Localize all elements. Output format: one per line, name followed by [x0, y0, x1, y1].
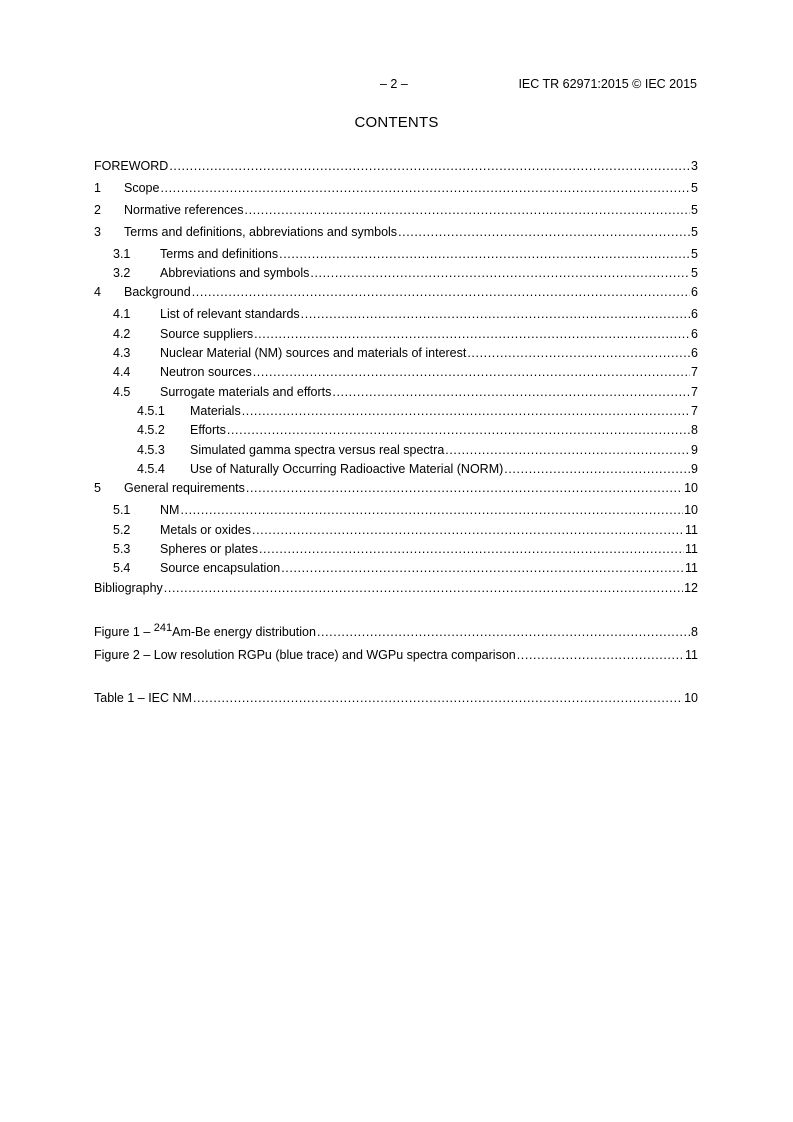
dot-leader: [467, 345, 690, 361]
toc-entry-4-5-1[interactable]: [137, 403, 698, 419]
dot-leader: [192, 284, 690, 300]
toc-entry-page: 9: [691, 443, 698, 457]
dot-leader: [193, 690, 683, 706]
toc-entry-label: Terms and definitions: [160, 247, 279, 261]
toc-entry-label: Neutron sources: [160, 365, 252, 379]
dot-leader: [245, 202, 691, 218]
toc-entry-number: 5.2: [113, 523, 131, 537]
toc-entry-label: Nuclear Material (NM) sources and materials of interest: [160, 346, 467, 360]
toc-entry-page: 11: [685, 523, 698, 537]
dot-leader: [180, 502, 683, 518]
toc-entry-number: 5.3: [113, 542, 131, 556]
toc-entry-label: Simulated gamma spectra versus real spectra: [190, 443, 445, 457]
toc-entry-page: 7: [691, 385, 698, 399]
toc-entry-label: Scope: [124, 181, 160, 195]
toc-entry-label: Efforts: [190, 423, 226, 437]
toc-entry-label: Normative references: [124, 203, 244, 217]
toc-entry-page: 6: [691, 285, 698, 299]
toc-entry-number: 4.5.2: [137, 423, 165, 437]
toc-entry-number: 4.5.3: [137, 443, 165, 457]
toc-entry-page: 6: [691, 307, 698, 321]
figure-entry-page: 8: [691, 625, 698, 639]
toc-entry-4-5[interactable]: [113, 384, 698, 400]
figure-entry-text: Am-Be energy distribution: [172, 625, 316, 639]
toc-entry-label: Abbreviations and symbols: [160, 266, 310, 280]
toc-entry-4-4[interactable]: [113, 364, 698, 380]
toc-entry-label: General requirements: [124, 481, 245, 495]
toc-entry-3-2[interactable]: [113, 265, 698, 281]
toc-entry-label: Metals or oxides: [160, 523, 252, 537]
dot-leader: [310, 265, 690, 281]
toc-entry-number: 4.4: [113, 365, 131, 379]
toc-entry-5-3[interactable]: [113, 541, 698, 557]
toc-entry-label: FOREWORD: [94, 159, 169, 173]
figure-entry-superscript: 241: [153, 622, 173, 634]
toc-entry-page: 5: [691, 247, 698, 261]
toc-entry-number: 4.3: [113, 346, 131, 360]
contents-title: CONTENTS: [354, 114, 439, 131]
toc-entry-page: 11: [685, 561, 698, 575]
toc-entry-number: 4.1: [113, 307, 131, 321]
toc-entry-label: Spheres or plates: [160, 542, 258, 556]
toc-entry-page: 3: [691, 159, 698, 173]
toc-entry-number: 4.5.4: [137, 462, 165, 476]
dot-leader: [317, 624, 690, 640]
table-entry-page: 10: [684, 691, 698, 705]
toc-entry-5-4[interactable]: [113, 560, 698, 576]
toc-entry-foreword[interactable]: [94, 158, 698, 174]
dot-leader: [160, 180, 690, 196]
toc-entry-label: Bibliography: [94, 581, 163, 595]
toc-entry-label: Source suppliers: [160, 327, 254, 341]
figure-entry-label: Figure 2 – Low resolution RGPu (blue trace) and WGPu spectra comparison: [94, 648, 516, 662]
dot-leader: [301, 306, 690, 322]
table-entry-1[interactable]: [94, 690, 698, 706]
toc-entry-scope[interactable]: [94, 180, 698, 196]
toc-entry-number: 5.1: [113, 503, 131, 517]
toc-entry-page: 5: [691, 181, 698, 195]
dot-leader: [398, 224, 690, 240]
toc-entry-terms[interactable]: [94, 224, 698, 240]
dot-leader: [445, 442, 690, 458]
dot-leader: [504, 461, 690, 477]
toc-entry-5-2[interactable]: [113, 522, 698, 538]
toc-entry-page: 5: [691, 203, 698, 217]
dot-leader: [246, 480, 683, 496]
toc-entry-number: 4.5.1: [137, 404, 165, 418]
toc-entry-page: 11: [685, 542, 698, 556]
toc-entry-number: 4.5: [113, 385, 131, 399]
toc-entry-page: 10: [684, 481, 698, 495]
toc-entry-bibliography[interactable]: [94, 580, 698, 596]
figure-entry-prefix: Figure 1 –: [94, 625, 154, 639]
dot-leader: [517, 647, 684, 663]
toc-entry-page: 9: [691, 462, 698, 476]
toc-entry-page: 10: [684, 503, 698, 517]
toc-entry-number: 2: [94, 203, 101, 217]
toc-entry-general-requirements[interactable]: [94, 480, 698, 496]
toc-entry-page: 7: [691, 404, 698, 418]
toc-entry-label: Source encapsulation: [160, 561, 281, 575]
toc-entry-4-5-3[interactable]: [137, 442, 698, 458]
dot-leader: [227, 422, 690, 438]
toc-entry-number: 4.2: [113, 327, 131, 341]
toc-entry-background[interactable]: [94, 284, 698, 300]
dot-leader: [242, 403, 690, 419]
toc-entry-3-1[interactable]: [113, 246, 698, 262]
toc-entry-4-2[interactable]: [113, 326, 698, 342]
dot-leader: [259, 541, 684, 557]
toc-entry-number: 4: [94, 285, 101, 299]
figure-entry-1[interactable]: [94, 624, 698, 640]
toc-entry-label: Terms and definitions, abbreviations and symbols: [124, 225, 398, 239]
dot-leader: [254, 326, 690, 342]
toc-entry-number: 3.1: [113, 247, 131, 261]
dot-leader: [281, 560, 684, 576]
toc-entry-page: 7: [691, 365, 698, 379]
figure-entry-2[interactable]: [94, 647, 698, 663]
toc-entry-number: 3: [94, 225, 101, 239]
toc-entry-page: 5: [691, 266, 698, 280]
page-number: – 2 –: [380, 77, 408, 91]
toc-entry-page: 6: [691, 346, 698, 360]
toc-entry-5-1[interactable]: [113, 502, 698, 518]
toc-entry-label: Materials: [190, 404, 241, 418]
dot-leader: [332, 384, 690, 400]
dot-leader: [253, 364, 690, 380]
toc-entry-4-5-2[interactable]: [137, 422, 698, 438]
toc-entry-label: NM: [160, 503, 180, 517]
toc-entry-4-1[interactable]: [113, 306, 698, 322]
toc-entry-page: 6: [691, 327, 698, 341]
toc-entry-page: 5: [691, 225, 698, 239]
toc-entry-page: 12: [684, 581, 698, 595]
toc-entry-4-3[interactable]: [113, 345, 698, 361]
toc-entry-normative-references[interactable]: [94, 202, 698, 218]
dot-leader: [252, 522, 684, 538]
toc-entry-label: Use of Naturally Occurring Radioactive Material (NORM): [190, 462, 504, 476]
toc-entry-number: 5: [94, 481, 101, 495]
toc-entry-page: 8: [691, 423, 698, 437]
toc-entry-number: 1: [94, 181, 101, 195]
toc-entry-label: Background: [124, 285, 191, 299]
toc-entry-number: 5.4: [113, 561, 131, 575]
toc-entry-label: List of relevant standards: [160, 307, 300, 321]
dot-leader: [169, 158, 690, 174]
figure-entry-page: 11: [685, 648, 698, 662]
toc-entry-number: 3.2: [113, 266, 131, 280]
toc-entry-label: Surrogate materials and efforts: [160, 385, 332, 399]
standard-reference: IEC TR 62971:2015 © IEC 2015: [518, 77, 697, 91]
dot-leader: [164, 580, 683, 596]
figure-entry-label: [94, 624, 316, 640]
table-entry-label: Table 1 – IEC NM: [94, 691, 192, 705]
toc-entry-4-5-4[interactable]: [137, 461, 698, 477]
dot-leader: [279, 246, 690, 262]
